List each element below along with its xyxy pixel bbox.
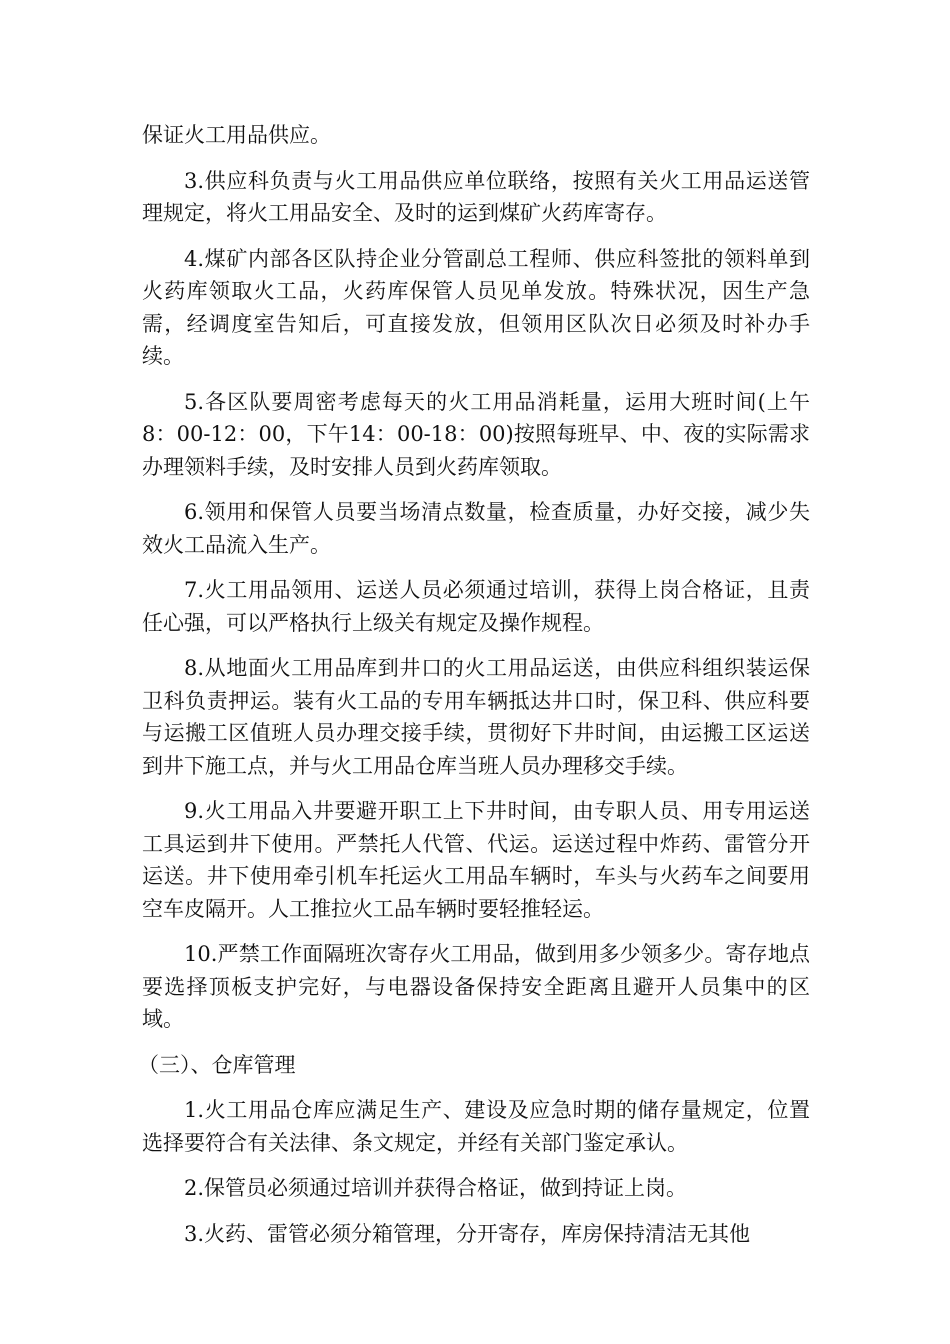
document-body (138, 119, 810, 1263)
paragraph-item-10: 10.严禁工作面隔班次寄存火工用品，做到用多少领多少。寄存地点要选择顶板支护完好，与电器设备保持安全距离且避开人员集中的区域。 (142, 942, 810, 1031)
paragraph-item-9: 9.火工用品入井要避开职工上下井时间，由专职人员、用专用运送工具运到井下使用。严禁托人代管、代运。运送过程中炸药、雷管分开运送。井下使用牵引机车托运火工用品车辆时，车头与火药车之间要用空车皮隔开。人工推拉火工品车辆时要轻推轻运。 (142, 799, 810, 921)
section-paragraph-3: 3.火药、雷管必须分箱管理，分开寄存，库房保持清洁无其他 (184, 1221, 751, 1246)
paragraph-item-8: 8.从地面火工用品库到井口的火工用品运送，由供应科组织装运保卫科负责押运。装有火工品的专用车辆抵达井口时，保卫科、供应科要与运搬工区值班人员办理交接手续，贯彻好下井时间，由运搬工区运送到井下施工点，并与火工用品仓库当班人员办理移交手续。 (142, 656, 810, 778)
paragraph-item-7: 7.火工用品领用、运送人员必须通过培训，获得上岗合格证，且责任心强，可以严格执行上级关有规定及操作规程。 (142, 578, 810, 635)
paragraph-item-4: 4.煤矿内部各区队持企业分管副总工程师、供应科签批的领料单到火药库领取火工品，火药库保管人员见单发放。特殊状况，因生产急需，经调度室告知后，可直接发放，但领用区队次日必须及时补办手续。 (142, 246, 810, 368)
section-paragraph-1: 1.火工用品仓库应满足生产、建设及应急时期的储存量规定，位置选择要符合有关法律、条文规定，并经有关部门鉴定承认。 (142, 1098, 810, 1155)
paragraph-item-6: 6.领用和保管人员要当场清点数量，检查质量，办好交接，减少失效火工品流入生产。 (142, 500, 810, 557)
paragraph-item-3: 3.供应科负责与火工用品供应单位联络，按照有关火工用品运送管理规定，将火工用品安全、及时的运到煤矿火药库寄存。 (142, 168, 810, 225)
section-paragraph-2: 2.保管员必须通过培训并获得合格证，做到持证上岗。 (184, 1176, 688, 1200)
paragraph-continued: 保证火工用品供应。 (142, 123, 331, 147)
section-heading-warehouse: （三）、仓库管理 (138, 1052, 296, 1077)
paragraph-item-5: 5.各区队要周密考虑每天的火工用品消耗量，运用大班时间(上午8：00-12：00，下午14：00-18：00)按照每班早、中、夜的实际需求办理领料手续，及时安排人员到火药库领取。 (142, 389, 810, 479)
